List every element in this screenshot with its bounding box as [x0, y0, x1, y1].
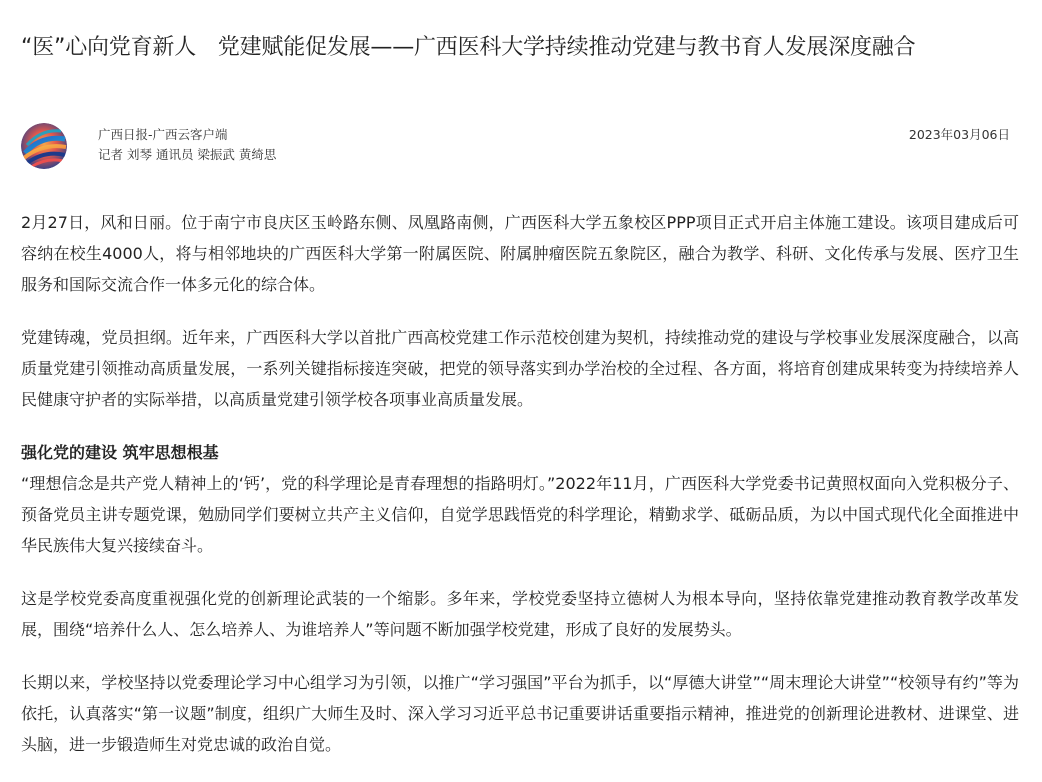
guangxi-cloud-logo-icon[interactable]: [21, 123, 67, 169]
article-source[interactable]: 广西日报-广西云客户端: [98, 127, 228, 142]
article-paragraph: 党建铸魂，党员担纲。近年来，广西医科大学以首批广西高校党建工作示范校创建为契机，持续推动党的建设与学校事业发展深度融合，以高质量党建引领推动高质量发展，一系列关键指标接连突破，把党的领导落实到办学治校的全过程、各方面，将培育创建成果转变为持续培养人民健康守护者的实际举措，以高质量党建引领学校各项事业高质量发展。: [21, 328, 1019, 409]
article-paragraph: “理想信念是共产党人精神上的‘钙’，党的科学理论是青春理想的指路明灯。”2022年11月，广西医科大学党委书记黄照权面向入党积极分子、预备党员主讲专题党课，勉励同学们要树立共产主义信仰，自觉学思践悟党的科学理论，精勤求学、砥砺品质，为以中国式现代化全面推进中华民族伟大复兴接续奋斗。: [21, 474, 1019, 555]
section-heading: 强化党的建设 筑牢思想根基: [21, 443, 219, 462]
article-title: “医”心向党育新人 党建赋能促发展——广西医科大学持续推动党建与教书育人发展深度融合: [21, 35, 916, 60]
article-paragraph: 这是学校党委高度重视强化党的创新理论武装的一个缩影。多年来，学校党委坚持立德树人为根本导向，坚持依靠党建推动教育教学改革发展，围绕“培养什么人、怎么培养人、为谁培养人”等问题不断加强学校党建，形成了良好的发展势头。: [21, 589, 1019, 639]
article-paragraph: 2月27日，风和日丽。位于南宁市良庆区玉岭路东侧、凤凰路南侧，广西医科大学五象校区PPP项目正式开启主体施工建设。该项目建成后可容纳在校生4000人，将与相邻地块的广西医科大学第一附属医院、附属肿瘤医院五象院区，融合为教学、科研、文化传承与发展、医疗卫生服务和国际交流合作一体多元化的综合体。: [21, 213, 1019, 294]
article-paragraph: 长期以来，学校坚持以党委理论学习中心组学习为引领，以推广“学习强国”平台为抓手，以“厚德大讲堂”“周末理论大讲堂”“校领导有约”等为依托，认真落实“第一议题”制度，组织广大师生及时、深入学习习近平总书记重要讲话重要指示精神，推进党的创新理论进教材、进课堂、进头脑，进一步锻造师生对党忠诚的政治自觉。: [21, 673, 1019, 754]
article-meta: [21, 123, 1021, 173]
article-date: 2023年03月06日: [908, 127, 1010, 142]
article-body: [21, 207, 1019, 782]
article-authors: 记者 刘琴 通讯员 梁振武 黄绮思: [98, 147, 277, 162]
